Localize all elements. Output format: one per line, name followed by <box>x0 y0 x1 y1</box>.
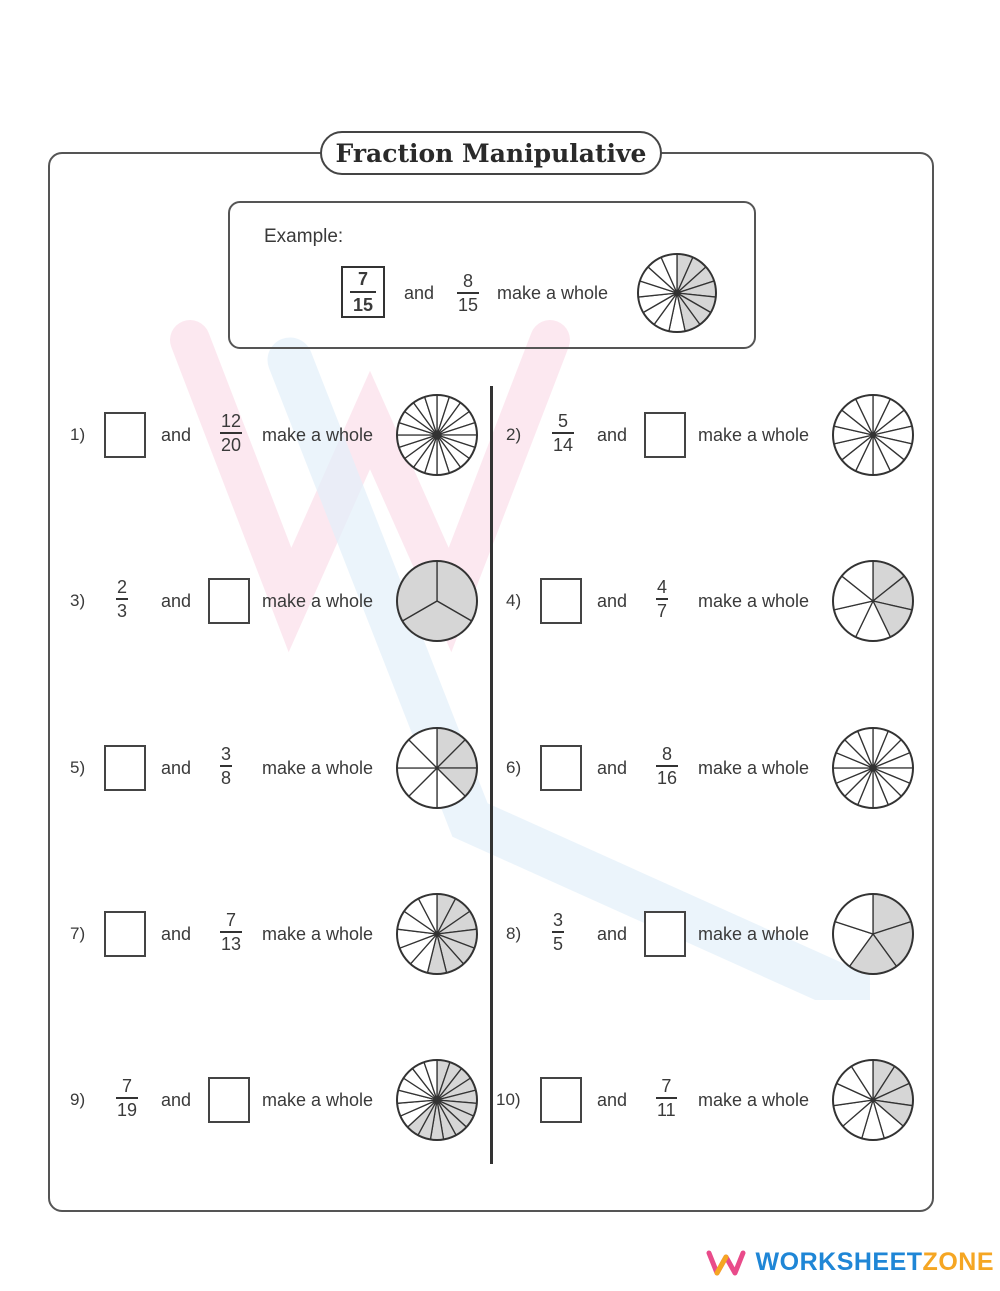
worksheetzone-wordmark <box>756 1248 994 1277</box>
and-label: and <box>161 924 192 944</box>
answer-box[interactable] <box>644 911 686 957</box>
example-given-denominator: 15 <box>458 294 479 315</box>
fraction-numerator: 8 <box>662 744 673 764</box>
make-a-whole-label: make a whole <box>698 425 810 445</box>
wordmark-main: WORKSHEET <box>755 1248 923 1276</box>
given-fraction <box>116 1077 138 1119</box>
fraction-denominator: 14 <box>553 434 574 455</box>
and-label: and <box>597 758 628 778</box>
fraction-numerator: 7 <box>226 910 237 930</box>
make-a-whole-label: make a whole <box>262 425 374 445</box>
fraction-pie-icon <box>831 1058 915 1142</box>
answer-box[interactable] <box>540 1077 582 1123</box>
worksheetzone-logo <box>706 1248 994 1277</box>
page-title: Fraction Manipulative <box>320 131 662 175</box>
problem-number: 1) <box>70 425 86 444</box>
and-label: and <box>161 591 192 611</box>
answer-box[interactable] <box>104 412 146 458</box>
worksheetzone-logo-icon <box>706 1249 746 1277</box>
example-answer-fraction <box>341 266 385 318</box>
problem-number: 7) <box>70 924 86 943</box>
fraction-pie-icon <box>395 393 479 477</box>
fraction-numerator: 3 <box>221 744 232 764</box>
and-label: and <box>161 758 192 778</box>
example-answer-numerator: 7 <box>357 269 368 289</box>
fraction-pie-icon <box>831 559 915 643</box>
fraction-pie-icon <box>395 1058 479 1142</box>
make-a-whole-label: make a whole <box>698 1090 810 1110</box>
given-fraction <box>220 911 242 953</box>
fraction-denominator: 3 <box>117 600 128 621</box>
answer-box[interactable] <box>208 1077 250 1123</box>
column-divider <box>490 386 493 1164</box>
fraction-numerator: 2 <box>117 577 128 597</box>
example-label: Example: <box>264 226 344 247</box>
fraction-denominator: 13 <box>221 933 242 954</box>
answer-box[interactable] <box>104 745 146 791</box>
make-a-whole-label: make a whole <box>262 591 374 611</box>
given-fraction <box>656 745 678 787</box>
and-label: and <box>597 924 628 944</box>
answer-box[interactable] <box>540 578 582 624</box>
wordmark-accent: ZONE <box>922 1248 994 1276</box>
problem-number: 10) <box>496 1090 521 1109</box>
example-pie-icon <box>636 252 718 334</box>
and-label: and <box>597 425 628 445</box>
fraction-pie-icon <box>395 892 479 976</box>
fraction-denominator: 7 <box>657 600 668 621</box>
example-given-fraction <box>457 272 479 314</box>
fraction-denominator: 5 <box>553 933 564 954</box>
answer-box[interactable] <box>644 412 686 458</box>
fraction-denominator: 11 <box>657 1099 676 1120</box>
example-make-a-whole: make a whole <box>497 283 609 303</box>
example-and: and <box>404 283 435 303</box>
problem-number: 2) <box>506 425 522 444</box>
fraction-denominator: 20 <box>221 434 242 455</box>
problem-number: 4) <box>506 591 522 610</box>
answer-box[interactable] <box>540 745 582 791</box>
given-fraction <box>656 1077 677 1119</box>
fraction-denominator: 8 <box>221 767 232 788</box>
and-label: and <box>597 591 628 611</box>
fraction-numerator: 7 <box>122 1076 133 1096</box>
given-fraction <box>116 578 128 620</box>
make-a-whole-label: make a whole <box>262 758 374 778</box>
given-fraction <box>656 578 668 620</box>
make-a-whole-label: make a whole <box>698 591 810 611</box>
make-a-whole-label: make a whole <box>698 758 810 778</box>
answer-box[interactable] <box>104 911 146 957</box>
make-a-whole-label: make a whole <box>262 924 374 944</box>
and-label: and <box>161 425 192 445</box>
fraction-numerator: 12 <box>221 411 242 431</box>
given-fraction <box>552 412 574 454</box>
fraction-numerator: 3 <box>553 910 564 930</box>
problem-number: 8) <box>506 924 522 943</box>
problem-number: 5) <box>70 758 86 777</box>
fraction-numerator: 5 <box>558 411 569 431</box>
answer-box[interactable] <box>208 578 250 624</box>
example-given-numerator: 8 <box>463 271 474 291</box>
fraction-numerator: 7 <box>661 1076 672 1096</box>
fraction-denominator: 16 <box>657 767 678 788</box>
given-fraction <box>220 412 242 454</box>
and-label: and <box>597 1090 628 1110</box>
example-answer-denominator: 15 <box>352 295 374 315</box>
fraction-denominator: 19 <box>117 1099 138 1120</box>
make-a-whole-label: make a whole <box>262 1090 374 1110</box>
and-label: and <box>161 1090 192 1110</box>
fraction-pie-icon <box>395 726 479 810</box>
fraction-pie-icon <box>831 393 915 477</box>
fraction-pie-icon <box>395 559 479 643</box>
fraction-pie-icon <box>831 892 915 976</box>
make-a-whole-label: make a whole <box>698 924 810 944</box>
problem-number: 6) <box>506 758 522 777</box>
problem-number: 9) <box>70 1090 86 1109</box>
given-fraction <box>220 745 232 787</box>
fraction-numerator: 4 <box>657 577 668 597</box>
fraction-pie-icon <box>831 726 915 810</box>
problem-number: 3) <box>70 591 86 610</box>
given-fraction <box>552 911 564 953</box>
